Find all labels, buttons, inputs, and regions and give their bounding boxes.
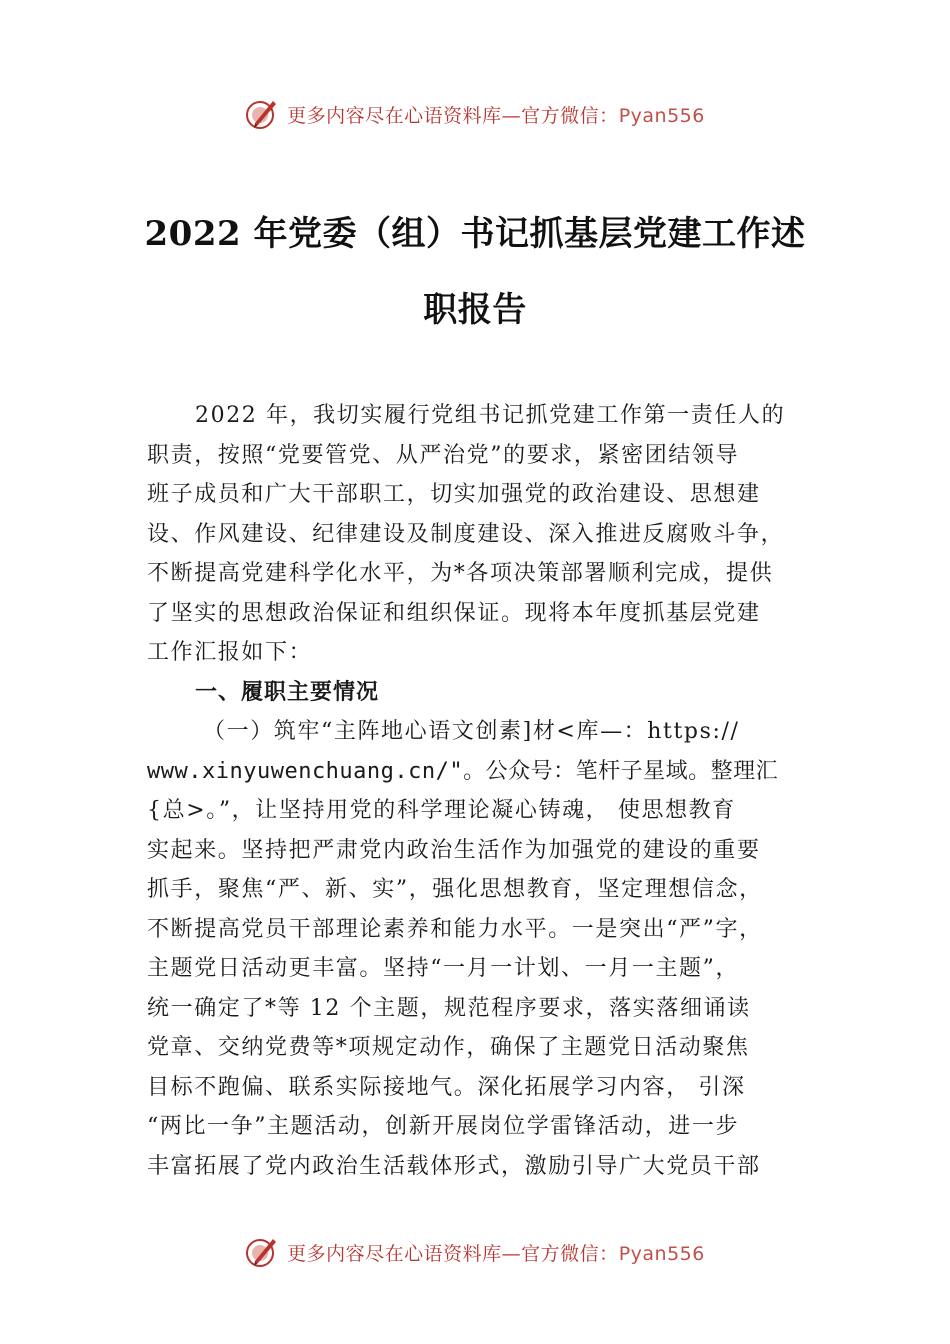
body-line: 设、作风建设、纪律建设及制度建设、深入推进反腐败斗争， xyxy=(147,521,785,547)
body-line: 丰富拓展了党内政治生活载体形式，激励引导广大党员干部 xyxy=(147,1153,761,1179)
quill-pen-logo-icon xyxy=(245,1235,279,1269)
header-banner xyxy=(0,94,950,134)
body-line: 统一确定了*等 12 个主题，规范程序要求，落实落细诵读 xyxy=(147,995,751,1021)
body-line: 抓手，聚焦“严、新、实”，强化思想教育，坚定理想信念， xyxy=(147,877,763,902)
body-line: 工作汇报如下： xyxy=(147,640,313,665)
body-line: 不断提高党建科学化水平，为*各项决策部署顺利完成，提供 xyxy=(147,561,774,586)
banner-slogan: 更多内容尽在心语资料库 xyxy=(287,1242,502,1265)
banner-wechat-label: 官方微信： xyxy=(521,1242,619,1265)
body-line: 目标不跑偏、联系实际接地气。深化拓展学习内容， 引深 xyxy=(147,1074,746,1100)
body-line: 2022 年，我切实履行党组书记抓党建工作第一责任人的 xyxy=(195,403,786,428)
body-line: “两比一争”主题活动，创新开展岗位学雷锋活动，进一步 xyxy=(147,1114,740,1139)
subsection-line: （一）筑牢“主阵地心语文创素]材<库—：https:// xyxy=(203,719,740,744)
document-title-line2: 职报告 xyxy=(423,290,527,330)
body-line: 主题党日活动更丰富。坚持“一月一计划、一月一主题”， xyxy=(147,956,740,981)
body-line: {总>。”，让坚持用党的科学理论凝心铸魂， 使思想教育 xyxy=(147,798,736,823)
document-title-line1: 2022 年党委（组）书记抓基层党建工作述 xyxy=(144,214,806,254)
body-line: 职责，按照“党要管党、从严治党”的要求，紧密团结领导 xyxy=(147,442,740,468)
body-line: 了坚实的思想政治保证和组织保证。现将本年度抓基层党建 xyxy=(147,600,761,626)
document-body xyxy=(147,396,827,1186)
section-heading: 一、履职主要情况 xyxy=(195,679,380,705)
body-line: 实起来。坚持把严肃党内政治生活作为加强党的建设的重要 xyxy=(147,837,761,863)
banner-wechat-id: Pyan556 xyxy=(618,104,705,127)
banner-separator: — xyxy=(501,104,522,127)
banner-wechat-label: 官方微信： xyxy=(521,104,619,127)
body-line: 不断提高党员干部理论素养和能力水平。一是突出“严”字， xyxy=(147,916,763,942)
banner-slogan: 更多内容尽在心语资料库 xyxy=(287,104,502,127)
banner-wechat-id: Pyan556 xyxy=(618,1242,705,1265)
banner-separator: — xyxy=(501,1242,522,1265)
url-line: www.xinyuwenchuang.cn/"。公众号：笔杆子星域。整理汇 xyxy=(147,758,779,784)
banner-text xyxy=(287,1239,705,1266)
banner-text xyxy=(287,101,705,128)
body-line: 党章、交纳党费等*项规定动作，确保了主题党日活动聚焦 xyxy=(147,1035,750,1060)
footer-banner xyxy=(0,1232,950,1272)
body-line: 班子成员和广大干部职工，切实加强党的政治建设、思想建 xyxy=(147,482,761,507)
quill-pen-logo-icon xyxy=(245,97,279,131)
